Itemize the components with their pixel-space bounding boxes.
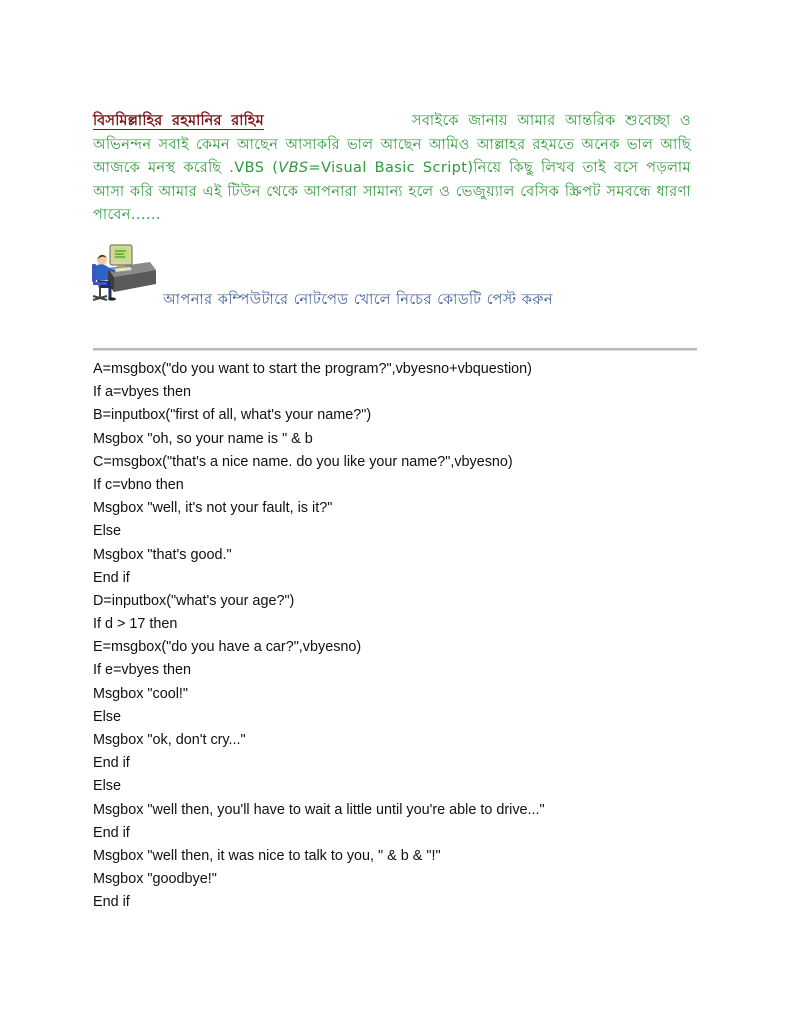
vbs-expansion-text: =Visual Basic Script)নিয়ে কিছু লিখব তাই বসে পড়লাম আসা করি আমার এই টিউন থেকে আপনারা সামান্য হলে ও ভেজুয়্যাল বেসিক স্ক্রিপট সমবন্ধে ধারণা পাবেন...... xyxy=(93,160,691,223)
code-line: If c=vbno then xyxy=(93,476,184,493)
code-line: If a=vbyes then xyxy=(93,384,192,401)
code-line: If d > 17 then xyxy=(93,616,178,633)
code-line: A=msgbox("do you want to start the program?",vbyesno+vbquestion) xyxy=(93,361,532,377)
code-line: Msgbox "well then, it was nice to talk to you, " & b & "!" xyxy=(93,847,441,864)
bismillah-heading: বিসমিল্লাহির রহমানির রাহিম xyxy=(93,113,264,129)
code-line: If e=vbyes then xyxy=(93,662,192,679)
vbs-abbreviation: VBS xyxy=(278,160,309,176)
code-line: Msgbox "goodbye!" xyxy=(93,871,217,888)
code-line: End if xyxy=(93,569,130,586)
code-line: Else xyxy=(93,778,121,795)
code-line: C=msgbox("that's a nice name. do you like your name?",vbyesno) xyxy=(93,453,513,470)
notepad-instruction: আপনার কম্পিউটারে নোটপেড খোলে নিচের কোডটি পেস্ট করুন xyxy=(163,292,554,308)
code-line: Msgbox "oh, so your name is " & b xyxy=(93,430,313,447)
horizontal-divider xyxy=(93,348,697,351)
code-line: Msgbox "well then, you'll have to wait a little until you're able to drive..." xyxy=(93,801,545,818)
person-at-computer-icon xyxy=(90,240,158,306)
code-line: Msgbox "well, it's not your fault, is it?" xyxy=(93,500,333,517)
code-line: Else xyxy=(93,708,121,725)
vbscript-code-block xyxy=(93,358,545,915)
code-line: Msgbox "cool!" xyxy=(93,685,189,702)
code-line: Msgbox "that's good." xyxy=(93,546,232,563)
code-line: Msgbox "ok, don't cry..." xyxy=(93,732,246,748)
code-line: B=inputbox("first of all, what's your name?") xyxy=(93,407,372,424)
code-line: D=inputbox("what's your age?") xyxy=(93,592,295,609)
code-line: End if xyxy=(93,824,130,841)
greeting-text: সবাইকে জানায় আমার আন্তরিক শুবেচ্ছা ও অভিনন্দন সবাই কেমন আছেন আসাকরি ভাল আছেন আমিও আল্লাহর রহমতে অনেক ভাল আছি আজকে মনস্থ করেছি .VBS ( xyxy=(93,113,691,176)
code-line: Else xyxy=(93,523,121,540)
code-line: E=msgbox("do you have a car?",vbyesno) xyxy=(93,639,362,656)
intro-paragraph xyxy=(93,110,691,228)
code-line: End if xyxy=(93,755,130,772)
code-line: End if xyxy=(93,894,130,911)
